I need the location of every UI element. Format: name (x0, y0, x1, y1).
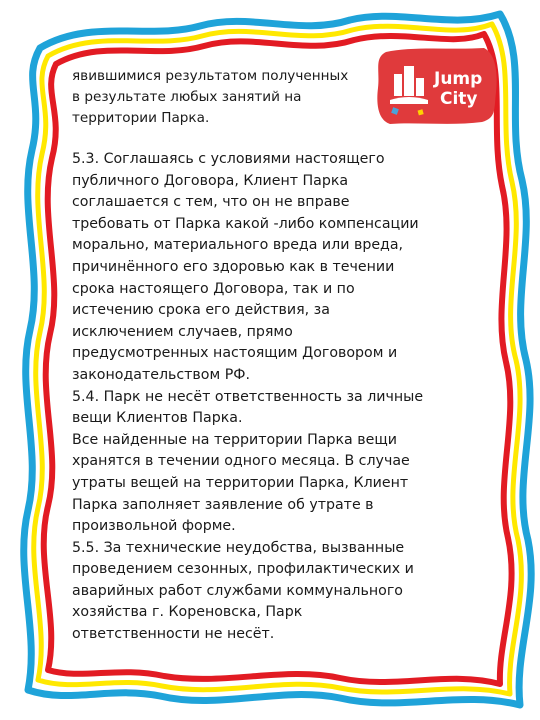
text-line: законодательством РФ. (72, 366, 250, 383)
text-line: аварийных работ службами коммунального (72, 582, 403, 599)
text-line: срока настоящего Договора, так и по (72, 280, 355, 297)
text-line: морально, материального вреда или вреда, (72, 237, 404, 254)
text-line: проведением сезонных, профилактических и (72, 561, 414, 578)
text-line: истечению срока его действия, за (72, 302, 330, 319)
text-line: вещи Клиентов Парка. (72, 410, 243, 427)
text-line: хранятся в течении одного месяца. В случае (72, 453, 410, 470)
text-line: исключением случаев, прямо (72, 323, 293, 340)
text-line: явившимися результатом полученных (72, 68, 349, 84)
intro-paragraph (72, 66, 362, 129)
text-line: 5.5. За технические неудобства, вызванные (72, 539, 405, 556)
body-paragraphs (72, 149, 444, 646)
text-line: утраты вещей на территории Парка, Клиент (72, 474, 409, 491)
text-line: требовать от Парка какой -либо компенсации (72, 215, 419, 232)
document-text (72, 66, 444, 646)
text-line: причинённого его здоровью как в течении (72, 258, 395, 275)
logo-text-city: City (440, 89, 478, 109)
text-line: хозяйства г. Кореновска, Парк (72, 604, 303, 621)
text-line: ответственности не несёт. (72, 626, 275, 643)
text-line: публичного Договора, Клиент Парка (72, 172, 349, 189)
text-line: Все найденные на территории Парка вещи (72, 431, 397, 448)
logo-text-jump: Jump (434, 69, 483, 89)
text-line: 5.3. Соглашаясь с условиями настоящего (72, 151, 385, 167)
text-line: соглашается с тем, что он не вправе (72, 194, 350, 211)
text-line: Парка заполняет заявление об утрате в (72, 496, 374, 513)
text-line: произвольной форме. (72, 518, 236, 535)
text-line: 5.4. Парк не несёт ответственность за личные (72, 388, 424, 405)
text-line: предусмотренных настоящим Договором и (72, 345, 398, 362)
text-line: территории Парка. (72, 110, 210, 126)
text-line: в результате любых занятий на (72, 89, 302, 105)
